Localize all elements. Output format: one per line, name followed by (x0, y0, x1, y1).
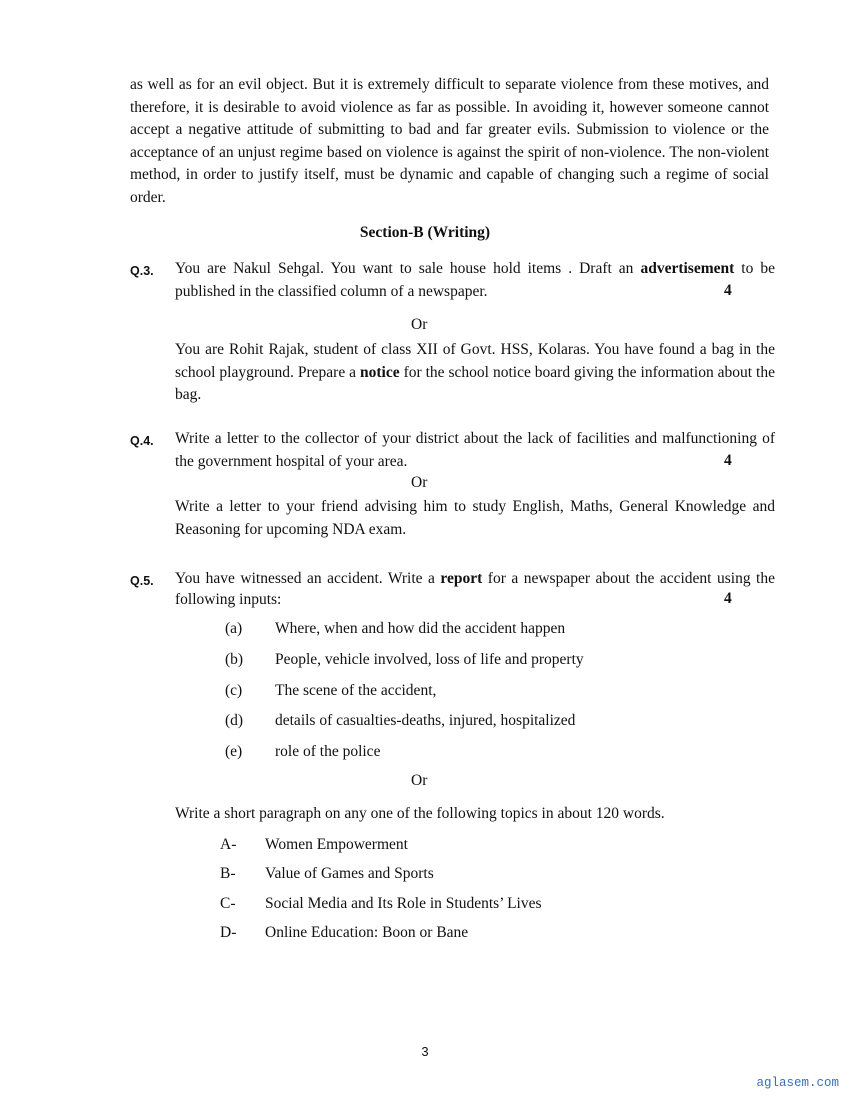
q4-or: Or (411, 474, 428, 491)
q3-marks: 4 (724, 282, 732, 299)
intro-text: as well as for an evil object. But it is extremely difficult to separate violence from these motives, and therefore, it is desirable to avoid violence as far as possible. In avoiding it, however someone cannot accept a negative attitude of submitting to bad and far greater evils. Submission to violence or the acceptance of an unjust regime based on violence is against the spirit of non-violence. The non-violent method, in order to justify itself, must be dynamic and capable of changing such a regime of social order. (130, 76, 769, 206)
q3-keyword-advertisement: advertisement (640, 260, 735, 277)
q5-option-1: You have witnessed an accident. Write a report for a newspaper about the accident using the following inputs: (175, 570, 775, 608)
q3-or: Or (411, 316, 428, 333)
input-item: (c) The scene of the accident, (225, 682, 437, 699)
input-item: (d) details of casualties-deaths, injured, hospitalized (225, 712, 576, 729)
intro-paragraph (130, 74, 769, 210)
question-number-5: Q.5. (130, 574, 154, 588)
q5-marks: 4 (724, 590, 732, 607)
input-item: (b) People, vehicle involved, loss of life and property (225, 651, 584, 668)
input-item: (a) Where, when and how did the accident happen (225, 620, 566, 637)
q5-keyword-report: report (440, 570, 483, 587)
q3-option-2: You are Rohit Rajak, student of class XII of Govt. HSS, Kolaras. You have found a bag in the school playground. Prepare a notice for the school notice board giving the information about the bag. (175, 341, 775, 403)
q4-marks: 4 (724, 452, 732, 469)
topic-item: B- Value of Games and Sports (220, 865, 434, 882)
q3-keyword-notice: notice (360, 363, 400, 381)
input-item: (e) role of the police (225, 743, 381, 760)
topic-item: D- Online Education: Boon or Bane (220, 924, 469, 941)
footer-watermark: aglasem.com (756, 1076, 839, 1090)
q5-option-2: Write a short paragraph on any one of the following topics in about 120 words. (175, 805, 665, 822)
topic-item: A- Women Empowerment (220, 836, 408, 853)
q4-option-1: Write a letter to the collector of your district about the lack of facilities and malfunctioning of the government hospital of your area. (175, 430, 775, 470)
question-number-3: Q.3. (130, 264, 154, 278)
question-number-4: Q.4. (130, 434, 154, 448)
page-number: 3 (421, 1044, 429, 1059)
topic-item: C- Social Media and Its Role in Students’ Lives (220, 895, 542, 912)
section-title: Section-B (Writing) (359, 224, 491, 241)
q3-option-1: You are Nakul Sehgal. You want to sale house hold items . Draft an advertisement to be published in the classified column of a newspaper. (175, 260, 775, 300)
q5-or: Or (411, 772, 428, 789)
q4-option-2: Write a letter to your friend advising him to study English, Maths, General Knowledge and Reasoning for upcoming NDA exam. (175, 498, 775, 538)
